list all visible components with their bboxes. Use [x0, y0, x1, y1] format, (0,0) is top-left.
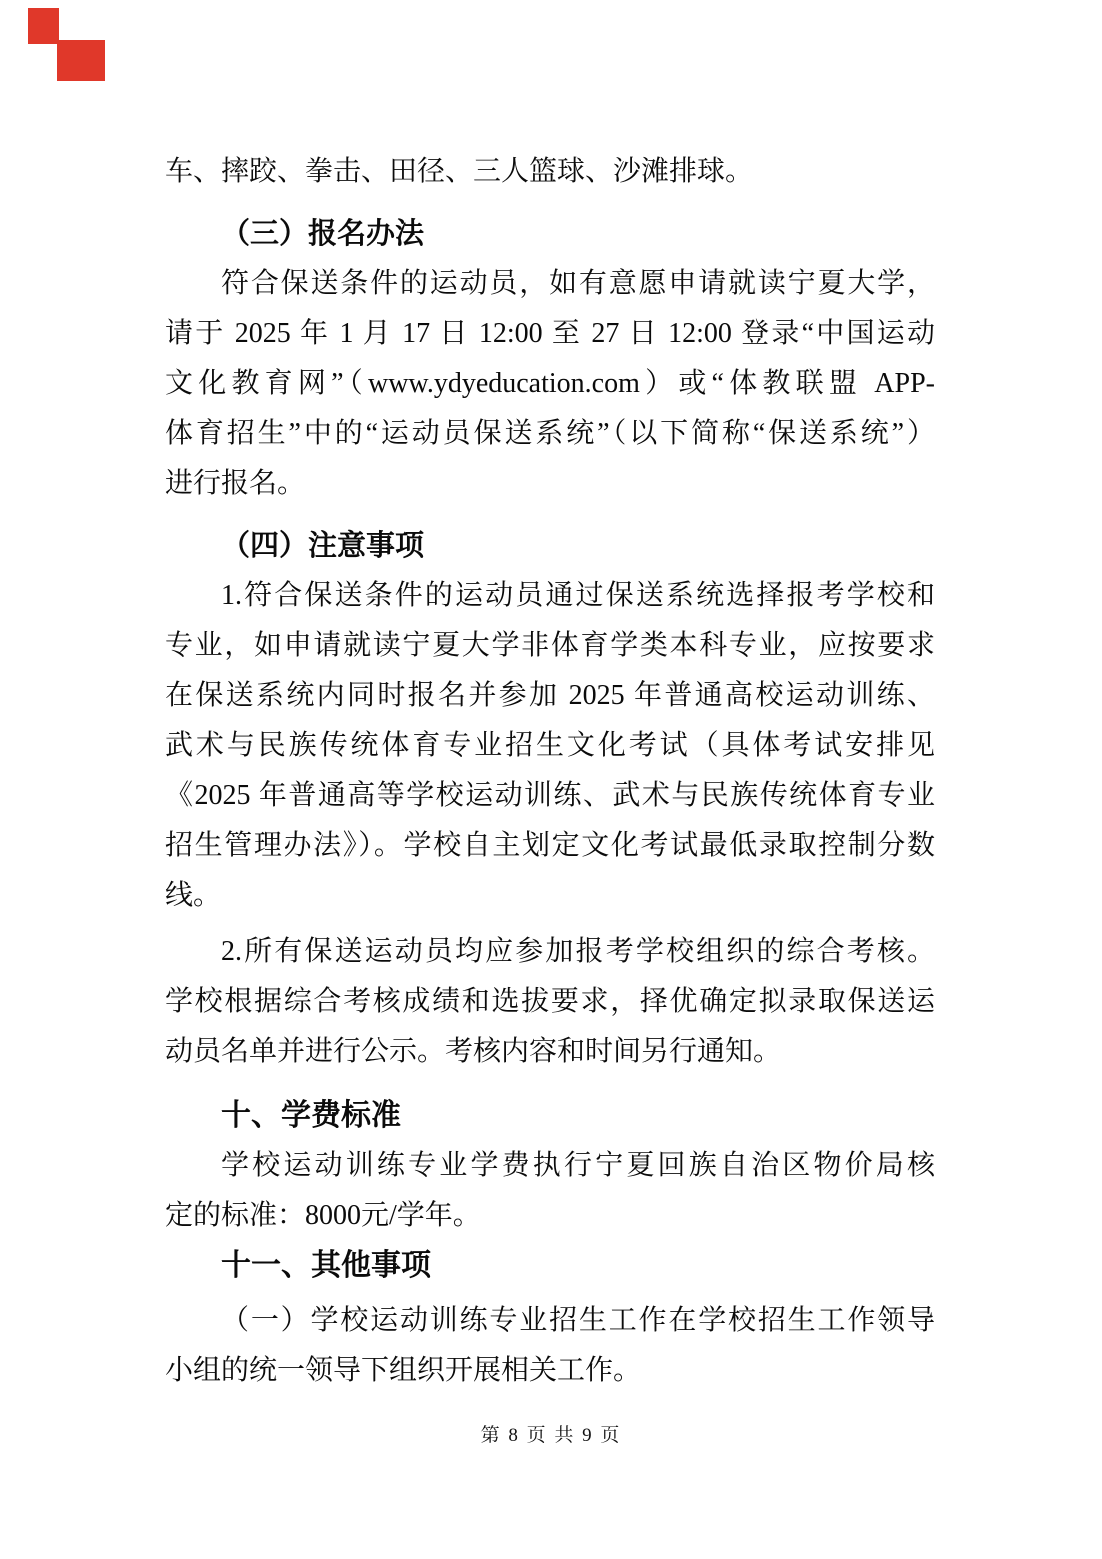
text-line: 定的标准：8000元/学年。	[165, 1200, 481, 1231]
text-line: 学校根据综合考核成绩和选拔要求，择优确定拟录取保送运	[165, 986, 935, 1017]
text-line: 线。	[165, 880, 222, 911]
text-line: 体育招生”中的“运动员保送系统”（以下简称“保送系统”）	[165, 418, 935, 449]
text-line: 1.符合保送条件的运动员通过保送系统选择报考学校和	[221, 580, 935, 611]
section-heading: 十一、其他事项	[221, 1249, 431, 1282]
section-heading: （三）报名办法	[221, 218, 425, 250]
text-line: 文化教育网”（www.ydyeducation.com）或“体教联盟 APP-	[165, 368, 935, 399]
text-line: 《2025 年普通高等学校运动训练、武术与民族传统体育专业	[165, 780, 935, 811]
red-annotation-mark	[57, 40, 105, 81]
red-annotation-mark	[28, 8, 59, 44]
text-line: （一）学校运动训练专业招生工作在学校招生工作领导	[221, 1305, 935, 1336]
section-heading: 十、学费标准	[221, 1099, 401, 1132]
text-line: 在保送系统内同时报名并参加 2025 年普通高校运动训练、	[165, 680, 935, 711]
text-line: 专业，如申请就读宁夏大学非体育学类本科专业，应按要求	[165, 630, 935, 661]
text-line: 武术与民族传统体育专业招生文化考试（具体考试安排见	[165, 730, 935, 761]
text-line: 车、摔跤、拳击、田径、三人篮球、沙滩排球。	[165, 156, 754, 187]
text-line: 符合保送条件的运动员，如有意愿申请就读宁夏大学，	[221, 268, 935, 299]
text-line: 进行报名。	[165, 468, 306, 499]
text-line: 动员名单并进行公示。考核内容和时间另行通知。	[165, 1036, 782, 1067]
text-line: 小组的统一领导下组织开展相关工作。	[165, 1355, 642, 1386]
page-number-footer: 第 8 页 共 9 页	[480, 1425, 622, 1446]
text-block	[165, 147, 935, 1396]
text-line: 2.所有保送运动员均应参加报考学校组织的综合考核。	[221, 936, 935, 967]
text-line: 学校运动训练专业学费执行宁夏回族自治区物价局核	[221, 1150, 935, 1181]
text-line: 请于 2025 年 1 月 17 日 12:00 至 27 日 12:00 登录“中国运动	[165, 318, 935, 349]
section-heading: （四）注意事项	[221, 530, 425, 562]
text-line: 招生管理办法》）。学校自主划定文化考试最低录取控制分数	[165, 830, 935, 861]
